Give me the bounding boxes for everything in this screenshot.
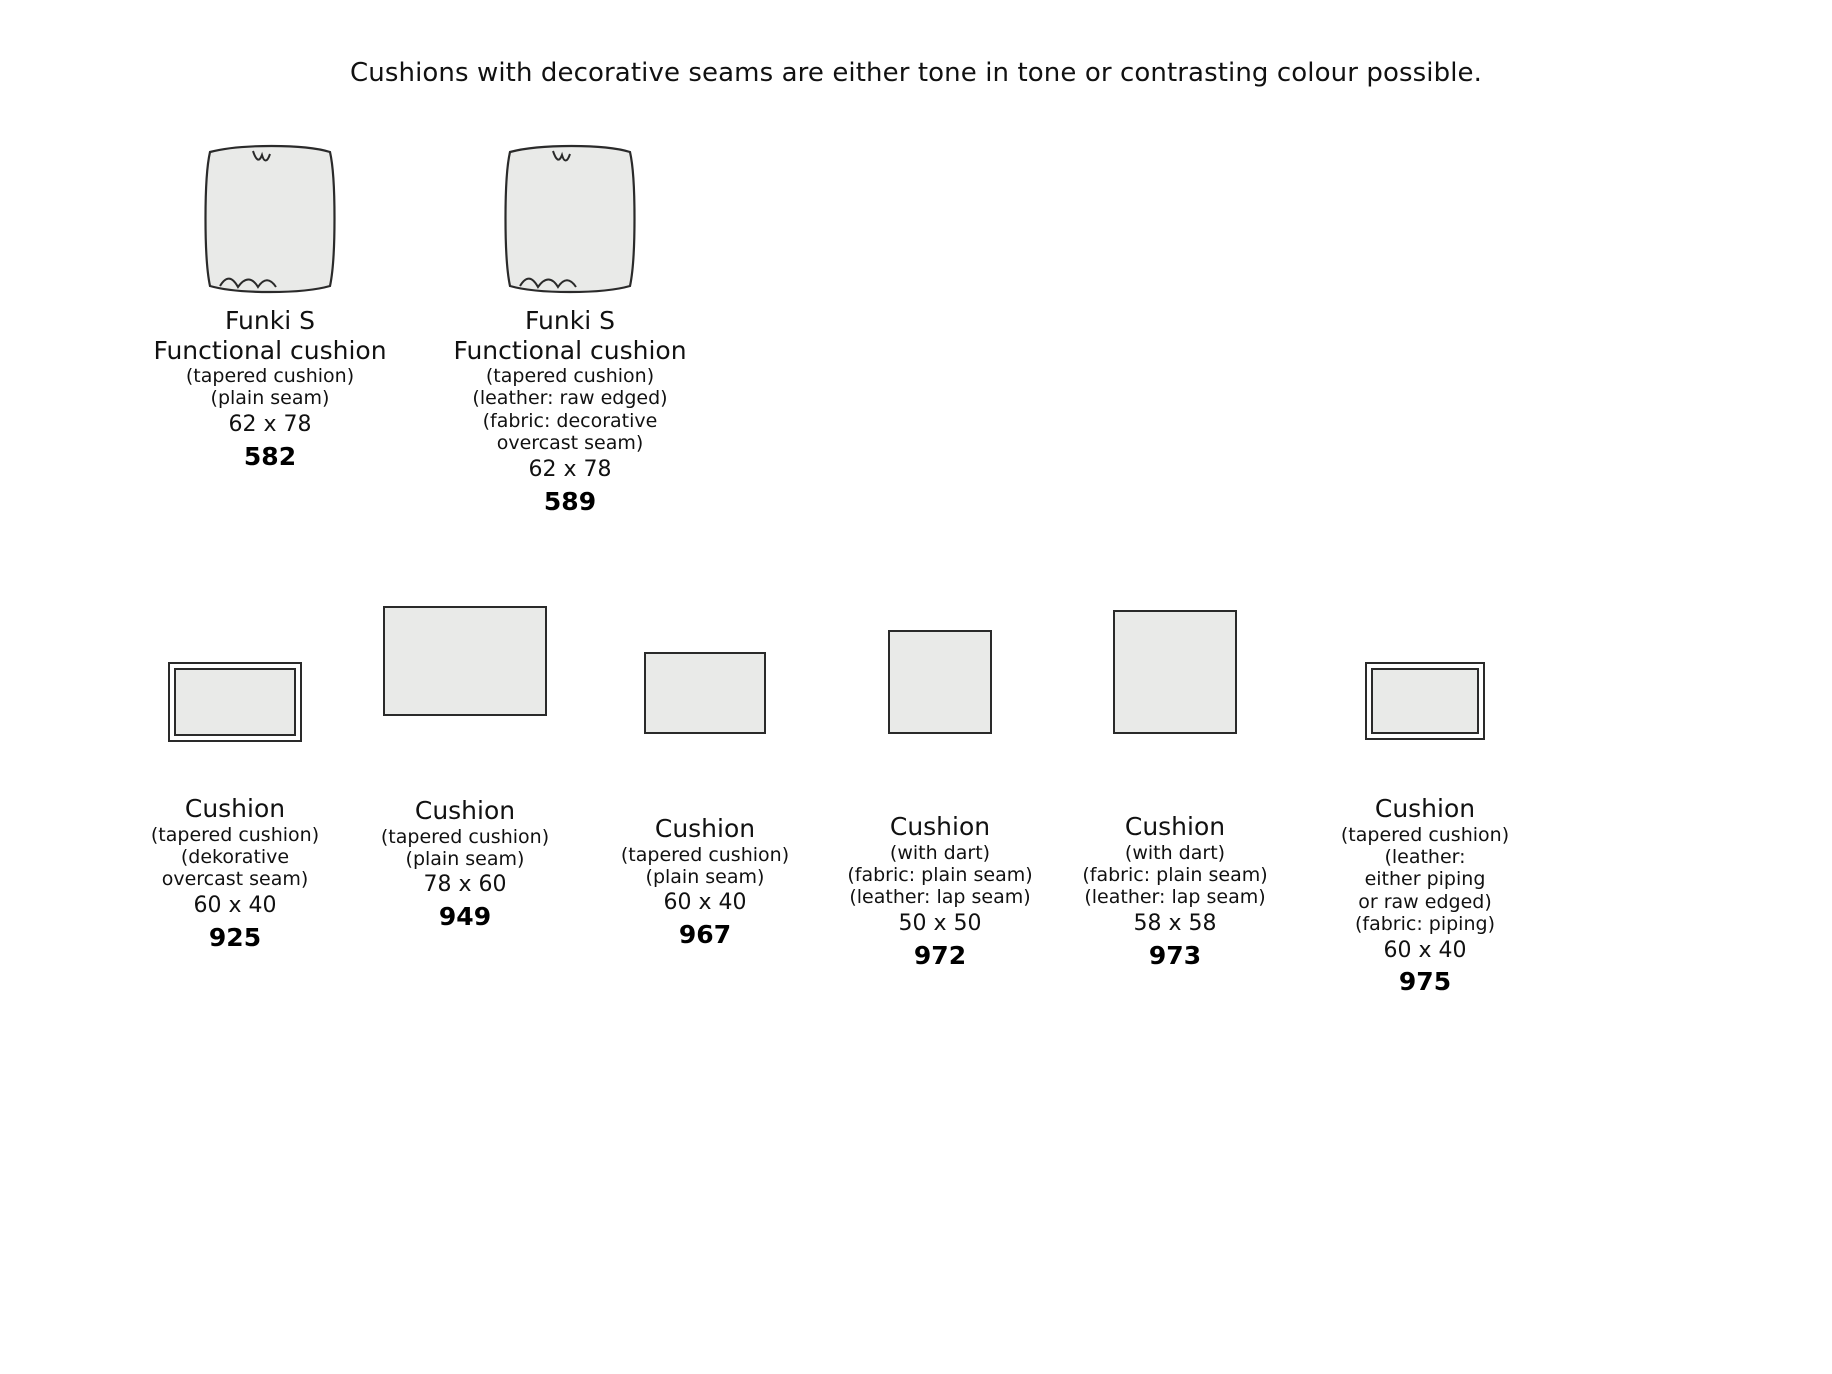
product-detail-0: (with dart) xyxy=(1124,841,1226,864)
page-title: Cushions with decorative seams are either tone in tone or contrasting colour possible. xyxy=(350,58,1482,88)
product-detail-0: (tapered cushion) xyxy=(620,843,790,866)
product-title-line1: Cushion xyxy=(1124,812,1226,841)
caption xyxy=(345,796,585,932)
pillow-icon xyxy=(500,138,640,298)
cushion-illustration xyxy=(345,606,585,774)
product-code: 589 xyxy=(543,486,597,516)
cushion-shape xyxy=(1113,610,1237,734)
product-code: 973 xyxy=(1148,940,1202,970)
product-dimensions: 60 x 40 xyxy=(1383,937,1467,963)
product-detail-1: (fabric: plain seam) xyxy=(1082,863,1268,886)
product-title-line1: Cushion xyxy=(889,812,991,841)
product-dimensions: 60 x 40 xyxy=(663,890,747,916)
product-detail-1: (plain seam) xyxy=(210,387,330,410)
product-title-line1: Cushion xyxy=(654,814,756,843)
product-detail-1: (fabric: plain seam) xyxy=(847,863,1033,886)
caption xyxy=(405,306,735,516)
product-cushion-949 xyxy=(345,592,585,932)
product-title-line1: Funki S xyxy=(525,306,615,335)
product-detail-2: overcast seam) xyxy=(161,868,309,891)
cushion-shape-double-border xyxy=(168,662,302,742)
product-detail-0: (tapered cushion) xyxy=(1340,823,1510,846)
caption xyxy=(1305,794,1545,997)
product-dimensions: 62 x 78 xyxy=(228,411,312,437)
product-code: 582 xyxy=(243,441,297,471)
product-cushion-972 xyxy=(820,600,1060,970)
pillow-icon xyxy=(200,138,340,298)
cushion-illustration xyxy=(820,630,1060,790)
caption xyxy=(105,306,435,471)
cushion-shape xyxy=(644,652,766,734)
product-detail-2: (fabric: decorative xyxy=(482,409,658,432)
cushion-illustration xyxy=(115,662,355,772)
product-detail-1: (leather: raw edged) xyxy=(472,387,668,410)
product-code: 967 xyxy=(678,920,732,950)
product-title-line1: Cushion xyxy=(414,796,516,825)
product-code: 949 xyxy=(438,902,492,932)
product-detail-1: (plain seam) xyxy=(645,865,765,888)
product-title-line2: Functional cushion xyxy=(153,335,387,365)
product-detail-0: (with dart) xyxy=(889,841,991,864)
product-dimensions: 60 x 40 xyxy=(193,892,277,918)
product-title-line1: Cushion xyxy=(1374,794,1476,823)
product-cushion-973 xyxy=(1055,580,1295,970)
cushion-illustration xyxy=(1305,662,1545,772)
product-funki-s-582 xyxy=(105,138,435,471)
product-funki-s-589 xyxy=(405,138,735,516)
product-detail-1: (plain seam) xyxy=(405,847,525,870)
product-dimensions: 78 x 60 xyxy=(423,872,507,898)
product-dimensions: 58 x 58 xyxy=(1133,910,1217,936)
product-detail-0: (tapered cushion) xyxy=(150,823,320,846)
cushion-inner-panel xyxy=(1371,668,1479,734)
product-detail-2: (leather: lap seam) xyxy=(1084,886,1266,909)
product-cushion-925 xyxy=(115,650,355,952)
product-code: 925 xyxy=(208,922,262,952)
funki-cushion-illustration xyxy=(200,138,340,298)
product-detail-0: (tapered cushion) xyxy=(485,365,655,387)
product-cushion-967 xyxy=(585,620,825,950)
product-detail-3: overcast seam) xyxy=(496,432,644,455)
caption xyxy=(1055,812,1295,970)
product-detail-4: (fabric: piping) xyxy=(1355,913,1495,936)
cushion-shape xyxy=(888,630,992,734)
cushion-illustration xyxy=(1055,610,1295,790)
cushion-shape xyxy=(383,606,547,716)
cushion-inner-panel xyxy=(174,668,296,736)
product-detail-0: (tapered cushion) xyxy=(185,365,355,387)
product-title-line1: Funki S xyxy=(225,306,315,335)
caption xyxy=(115,794,355,952)
product-detail-2: (leather: lap seam) xyxy=(849,886,1031,909)
product-code: 975 xyxy=(1398,967,1452,997)
product-detail-3: or raw edged) xyxy=(1358,890,1492,913)
cushion-illustration xyxy=(585,652,825,792)
product-title-line2: Functional cushion xyxy=(453,335,687,365)
product-dimensions: 50 x 50 xyxy=(898,910,982,936)
caption xyxy=(585,814,825,950)
product-detail-1: (dekorative xyxy=(180,845,290,868)
product-code: 972 xyxy=(913,940,967,970)
product-detail-1: (leather: xyxy=(1384,845,1466,868)
product-dimensions: 62 x 78 xyxy=(528,456,612,482)
product-title-line1: Cushion xyxy=(184,794,286,823)
product-detail-0: (tapered cushion) xyxy=(380,825,550,848)
product-cushion-975 xyxy=(1305,650,1545,997)
product-detail-2: either piping xyxy=(1364,868,1486,891)
cushion-shape-double-border xyxy=(1365,662,1485,740)
funki-cushion-illustration xyxy=(500,138,640,298)
caption xyxy=(820,812,1060,970)
